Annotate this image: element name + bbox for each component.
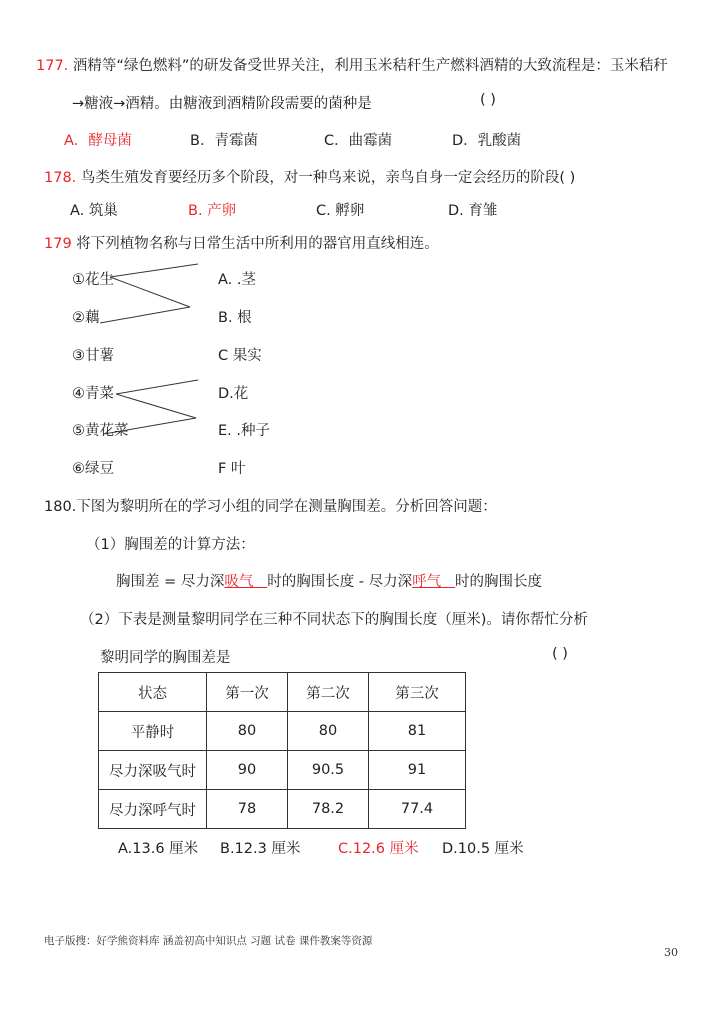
table-cell: 78 xyxy=(207,790,288,829)
table-cell: 81 xyxy=(369,712,466,751)
table-cell: 78.2 xyxy=(288,790,369,829)
match-line-6 xyxy=(104,418,196,434)
q178-option-d: D. 育雏 xyxy=(448,203,498,219)
q179-right-d: D.花 xyxy=(218,386,249,402)
formula-part-c: 时的胸围长度 xyxy=(454,574,542,590)
q177-paren: ( ) xyxy=(480,92,496,108)
q177-option-b: B．青霉菌 xyxy=(190,133,258,149)
q179-left-2: ②藕 xyxy=(72,310,100,326)
answer-blank-2 xyxy=(412,574,455,590)
q178-option-b: B. 产卵 xyxy=(188,203,237,219)
q179-right-b: B. 根 xyxy=(218,310,252,326)
formula-part-a: 胸围差 = 尽力深 xyxy=(116,574,225,590)
q177-text: 酒精等“绿色燃料”的研发备受世界关注，利用玉米秸秆生产燃料酒精的大致流程是：玉米秸秆 xyxy=(72,58,668,74)
q178-number: 178. xyxy=(44,170,77,186)
table-header: 第一次 xyxy=(207,673,288,712)
q177-option-d: D．乳酸菌 xyxy=(452,133,522,149)
table-header: 状态 xyxy=(99,673,207,712)
q179-left-3: ③甘薯 xyxy=(72,348,114,364)
table-cell: 91 xyxy=(369,751,466,790)
table-cell: 80 xyxy=(207,712,288,751)
q180-option-a: A.13.6 厘米 xyxy=(118,841,199,857)
q179-left-1: ①花生 xyxy=(72,272,114,288)
table-row xyxy=(99,751,466,790)
q178-option-a: A. 筑巢 xyxy=(70,203,118,219)
q179-left-6: ⑥绿豆 xyxy=(72,461,114,477)
q180-option-d: D.10.5 厘米 xyxy=(442,841,524,857)
match-line-3 xyxy=(100,307,190,323)
q180-sub1: （1）胸围差的计算方法： xyxy=(86,537,255,553)
table-row xyxy=(99,712,466,751)
answer-inhale: 吸气 xyxy=(224,574,254,590)
table-cell: 90 xyxy=(207,751,288,790)
q179-left-4: ④青菜 xyxy=(72,386,114,402)
q180-option-c: C.12.6 厘米 xyxy=(338,841,419,857)
answer-blank-1 xyxy=(224,574,267,590)
answer-exhale: 呼气 xyxy=(412,574,442,590)
table-cell: 尽力深吸气时 xyxy=(99,751,207,790)
q179-text: 将下列植物名称与日常生活中所利用的器官用直线相连。 xyxy=(76,236,439,252)
table-cell: 尽力深呼气时 xyxy=(99,790,207,829)
q177-number: 177. xyxy=(36,58,69,74)
table-cell: 平静时 xyxy=(99,712,207,751)
table-cell: 90.5 xyxy=(288,751,369,790)
table-header: 第三次 xyxy=(369,673,466,712)
q177-option-c: C．曲霉菌 xyxy=(324,133,393,149)
table-cell: 80 xyxy=(288,712,369,751)
q178-text: 鸟类生殖发育要经历多个阶段，对一种鸟来说，亲鸟自身一定会经历的阶段( ) xyxy=(80,170,576,186)
match-line-1 xyxy=(110,264,198,277)
q179-left-5: ⑤黄花菜 xyxy=(72,423,129,439)
page-number: 30 xyxy=(664,946,678,959)
q179-right-a: A. .茎 xyxy=(218,272,256,288)
q180-paren: ( ) xyxy=(552,646,568,662)
q179-right-e: E. .种子 xyxy=(218,423,270,439)
q180-intro: 180.下图为黎明所在的学习小组的同学在测量胸围差。分析回答问题： xyxy=(44,499,497,515)
match-line-4 xyxy=(116,380,198,394)
table-header: 第二次 xyxy=(288,673,369,712)
page-footer: 电子版搜：好学熊资料库 涵盖初高中知识点 习题 试卷 课件教案等资源 xyxy=(44,935,373,947)
chest-measurement-table xyxy=(98,672,466,829)
q180-option-b: B.12.3 厘米 xyxy=(220,841,301,857)
q177-line2: →糖液→酒精。由糖液到酒精阶段需要的菌种是 xyxy=(72,96,372,112)
q180-formula xyxy=(116,570,542,591)
table-cell: 77.4 xyxy=(369,790,466,829)
q179-right-f: F 叶 xyxy=(218,461,246,477)
q180-sub2: （2）下表是测量黎明同学在三种不同状态下的胸围长度（厘米)。请你帮忙分析 xyxy=(80,612,588,628)
q180-sub2b: 黎明同学的胸围差是 xyxy=(100,650,231,666)
q179-number: 179 xyxy=(44,236,72,252)
table-row xyxy=(99,790,466,829)
q178-option-c: C. 孵卵 xyxy=(316,203,365,219)
formula-part-b: 时的胸围长度 - 尽力深 xyxy=(267,574,413,590)
q177-option-a: A．酵母菌 xyxy=(64,133,132,149)
table-header-row xyxy=(99,673,466,712)
match-line-2 xyxy=(110,277,190,307)
match-line-5 xyxy=(116,394,196,418)
q179-right-c: C 果实 xyxy=(218,348,262,364)
